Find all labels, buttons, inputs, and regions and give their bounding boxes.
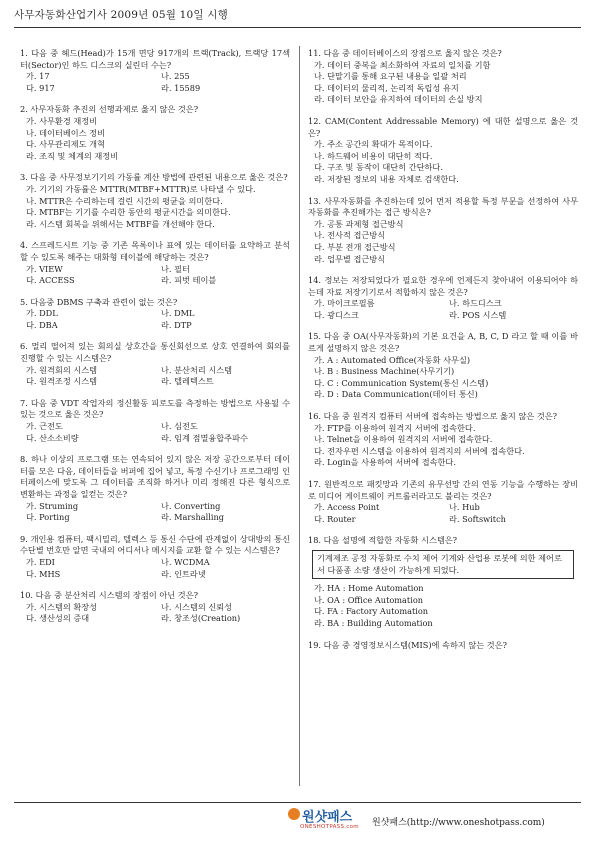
option: 라. Marshalling <box>161 512 225 523</box>
option: 가. Struming <box>26 500 79 511</box>
question-text: 10. 다음 중 분산처리 시스템의 장점이 아닌 것은? <box>20 590 198 601</box>
question-text: 18. 다음 설명에 적합한 자동화 시스템은? <box>308 535 458 546</box>
option: 가. DDL <box>26 308 58 319</box>
option: 라. 임계 점멸융합주파수 <box>161 432 248 443</box>
question-text: 14. 정보는 저장되었다가 필요한 경우에 언제든지 찾아내어 이용되어야 하는데 자료 저장기기로서 적합하지 않은 것은? <box>308 275 578 297</box>
option: 가. 근전도 <box>26 421 63 432</box>
option: 다. Porting <box>26 512 70 523</box>
bottom-rule <box>14 802 581 803</box>
question <box>20 104 290 162</box>
options <box>20 501 290 524</box>
question-text: 16. 다음 중 원격지 컴퓨터 서버에 접속하는 방법으로 옳지 않은 것은? <box>308 411 558 422</box>
options <box>20 602 290 625</box>
question-text: 7. 다음 중 VDT 작업자의 정신활동 피로도를 측정하는 방법으로 사용될 수 있는 것으로 옳은 것은? <box>20 397 290 420</box>
option: 라. 인트라넷 <box>161 568 206 579</box>
question-text: 13. 사무자동화를 추진하는데 있어 먼저 적용할 특정 부문을 선정하여 사무자동화를 추진해가는 접근 방식은? <box>308 195 578 218</box>
option: 가. FTP를 이용하여 원격지 서버에 접속한다. <box>314 422 476 433</box>
option: 나. 데이터베이스 정비 <box>26 127 105 138</box>
option: 가. 주소 공간의 확대가 목적이다. <box>314 139 433 150</box>
question <box>20 590 290 625</box>
option: 가. 시스템의 확장성 <box>26 601 98 612</box>
question <box>20 240 290 286</box>
option: 라. 조직 및 체계의 재정비 <box>26 150 119 161</box>
option: 나. MTTR은 수리하는데 걸린 시간의 평균을 의미한다. <box>26 195 223 206</box>
question <box>308 640 578 652</box>
question <box>308 196 578 266</box>
option: 다. 광디스크 <box>314 309 359 320</box>
option: 라. D : Data Communication(데이터 통신) <box>314 389 478 400</box>
option: 가. Access Point <box>314 502 380 513</box>
option: 나. Converting <box>161 500 221 511</box>
option: 라. 시스템 회복을 위해서는 MTBF를 개선해야 한다. <box>26 218 215 229</box>
exam-title: 사무자동화산업기사 2009년 05월 10일 시행 <box>14 9 228 21</box>
option: 라. 업무별 접근방식 <box>314 253 386 264</box>
option: 나. 전사적 접근방식 <box>314 230 386 241</box>
options <box>308 60 578 106</box>
options <box>20 557 290 580</box>
options <box>20 264 290 287</box>
question <box>308 535 578 629</box>
option: 나. Telnet을 이용하여 원격지의 서버에 접속한다. <box>314 434 493 445</box>
option: 나. OA : Office Automation <box>314 594 424 605</box>
option: 라. 피벗 테이블 <box>161 275 217 286</box>
options <box>308 298 578 321</box>
option: 다. 산소소비량 <box>26 432 79 443</box>
option: 다. 원격조정 시스템 <box>26 376 98 387</box>
option: 나. B : Business Machine(사무기기) <box>314 366 455 377</box>
question <box>308 48 578 106</box>
question-text: 15. 다음 중 OA(사무자동화)의 기본 요건을 A, B, C, D 라고 할 때 이를 바르게 설명하지 않은 것은? <box>308 331 578 354</box>
question <box>308 116 578 186</box>
option: 라. 데이터 보안을 유지하여 데이터의 손실 방지 <box>314 94 483 105</box>
question-text: 9. 개인용 컴퓨터, 팩시밀리, 텔렉스 등 통신 수단에 관계없이 상대방의 통신 수단별 번호만 알면 국내의 어디서나 메시지를 교환 할 수 있는 시스템은? <box>20 533 290 556</box>
option: 라. 저장된 정보의 내용 자체로 검색한다. <box>314 173 459 184</box>
logo-mark-icon <box>288 808 300 820</box>
option: 다. 전자우편 시스템을 이용하여 원격지의 서버에 접속한다. <box>314 445 525 456</box>
question-box: 기계제조 공정 자동화로 수치 제어 기계와 산업용 로봇에 의한 제어로서 다품종 소량 생산이 가능하게 되었다. <box>312 550 574 579</box>
question-text: 8. 하나 이상의 프로그램 또는 연속되어 있지 않은 저장 공간으로부터 데이터를 모은 다음, 데이터들을 버퍼에 집어 넣고, 특정 수신기나 프로그래밍 인터페이스에 맞도록 그 데이터를 조직화 하거나 미리 정해진 다른 형식으로 변환하는 과정을 일컫는 것은? <box>20 454 290 499</box>
question-text: 3. 다음 중 사무정보기기의 가동률 계산 방법에 관련된 내용으로 옳은 것은? <box>20 172 288 183</box>
option: 다. 데이터의 물리적, 논리적 독립성 유지 <box>314 82 459 93</box>
question <box>20 534 290 580</box>
option: 나. Hub <box>449 502 480 513</box>
option: 라. POS 시스템 <box>449 309 507 320</box>
question-text: 2. 사무자동화 추진의 선행과제로 옳지 않은 것은? <box>20 104 199 115</box>
question-text: 17. 원반적으로 패킷망과 기존의 유무선망 간의 연동 기능을 수행하는 장비로 미디어 게이트웨이 커트롤러라고도 불리는 것은? <box>308 479 578 501</box>
option: 가. EDI <box>26 556 55 567</box>
option: 라. 텔레텍스트 <box>161 376 214 387</box>
option: 다. FA : Factory Automation <box>314 606 429 617</box>
options <box>308 423 578 469</box>
option: 가. 17 <box>26 71 50 82</box>
question <box>20 172 290 230</box>
option: 나. 255 <box>161 71 190 82</box>
options <box>20 308 290 331</box>
question <box>20 454 290 524</box>
option: 다. DBA <box>26 319 58 330</box>
option: 다. 구조 및 동작이 대단히 간단하다. <box>314 162 443 173</box>
question-text: 1. 다음 중 헤드(Head)가 15개 면당 917개의 트랙(Track), 트랙당 17섹터(Sector)인 하드 디스크의 실린더 수는? <box>20 48 290 70</box>
oneshotpass-logo <box>288 806 362 836</box>
option: 가. 사무환경 재정비 <box>26 115 98 126</box>
option: 가. A : Automated Office(자동화 사무실) <box>314 354 471 365</box>
question <box>20 398 290 444</box>
option: 다. 부분 전개 접근방식 <box>314 241 396 252</box>
option: 나. DML <box>161 308 195 319</box>
question <box>308 479 578 525</box>
option: 가. VIEW <box>26 263 63 274</box>
option: 가. HA : Home Automation <box>314 583 424 594</box>
left-column <box>20 48 290 635</box>
option: 가. 공통 과제형 접근방식 <box>314 218 404 229</box>
option: 라. DTP <box>161 319 192 330</box>
question <box>20 297 290 332</box>
option: 다. 917 <box>26 82 55 93</box>
options <box>20 71 290 94</box>
question-text: 6. 멀리 떨어져 있는 회의실 상호간을 통신회선으로 상호 연결하여 회의를 진행할 수 있는 시스템은? <box>20 341 290 364</box>
question <box>20 48 290 94</box>
question-text: 5. 다음중 DBMS 구축과 관련이 없는 것은? <box>20 296 178 307</box>
option: 나. 하드웨어 비용이 대단히 적다. <box>314 150 433 161</box>
options <box>308 355 578 401</box>
question <box>308 275 578 321</box>
option: 가. 원격회의 시스템 <box>26 364 98 375</box>
question-text: 19. 다음 중 경영정보시스템(MIS)에 속하지 않는 것은? <box>308 639 508 650</box>
option: 나. 심전도 <box>161 421 198 432</box>
option: 라. BA : Building Automation <box>314 617 433 628</box>
options <box>308 139 578 185</box>
question-text: 4. 스프레드시트 기능 중 기존 목록이나 표에 있는 데이터를 요약하고 분석할 수 있도록 해주는 대화형 테이블에 해당하는 것은? <box>20 240 290 262</box>
question <box>20 341 290 387</box>
options <box>20 184 290 230</box>
option: 다. ACCESS <box>26 275 75 286</box>
option: 라. Softswitch <box>449 513 506 524</box>
options <box>20 365 290 388</box>
option: 나. 시스템의 신뢰성 <box>161 601 233 612</box>
logo-wordmark: 원샷패스 <box>302 810 353 825</box>
option: 다. 사무관리제도 개혁 <box>26 139 105 150</box>
logo-subtext: ONESHOTPASS.com <box>300 824 359 830</box>
option: 다. MTBF는 기기를 수리한 동안의 평균시간을 의미한다. <box>26 207 231 218</box>
option: 다. Router <box>314 513 356 524</box>
option: 나. 하드디스크 <box>449 298 502 309</box>
column-divider <box>299 46 300 786</box>
options <box>20 116 290 162</box>
options <box>308 219 578 265</box>
option: 나. WCDMA <box>161 556 210 567</box>
option: 가. 데이터 중복을 최소화하여 자료의 일치를 기함 <box>314 59 491 70</box>
right-column <box>308 48 578 661</box>
options <box>20 421 290 444</box>
option: 나. 단말기를 통해 요구된 내용을 일괄 처리 <box>314 71 467 82</box>
footer-url: 원샷패스(http://www.oneshotpass.com) <box>372 818 545 828</box>
option: 다. MHS <box>26 568 61 579</box>
option: 다. 생산성의 증대 <box>26 613 90 624</box>
option: 다. C : Communication System(통신 시스템) <box>314 377 489 388</box>
option: 라. 창조성(Creation) <box>161 613 241 624</box>
top-rule <box>14 27 581 28</box>
option: 가. 기기의 가동률은 MTTR(MTBF+MTTR)로 나타낼 수 있다. <box>26 183 256 194</box>
options <box>308 502 578 525</box>
question-text: 11. 다음 중 데이터베이스의 장점으로 옳지 않은 것은? <box>308 48 502 58</box>
question-text: 12. CAM(Content Addressable Memory) 에 대한 설명으로 옳은 것은? <box>308 115 578 138</box>
option: 나. 필터 <box>161 263 190 274</box>
question <box>308 331 578 401</box>
option: 나. 분산처리 시스템 <box>161 364 233 375</box>
option: 라. 15589 <box>161 82 201 93</box>
options <box>308 583 578 629</box>
option: 라. Login을 사용하여 서버에 접속한다. <box>314 457 456 468</box>
option: 가. 마이크로필름 <box>314 298 375 309</box>
question <box>308 411 578 469</box>
